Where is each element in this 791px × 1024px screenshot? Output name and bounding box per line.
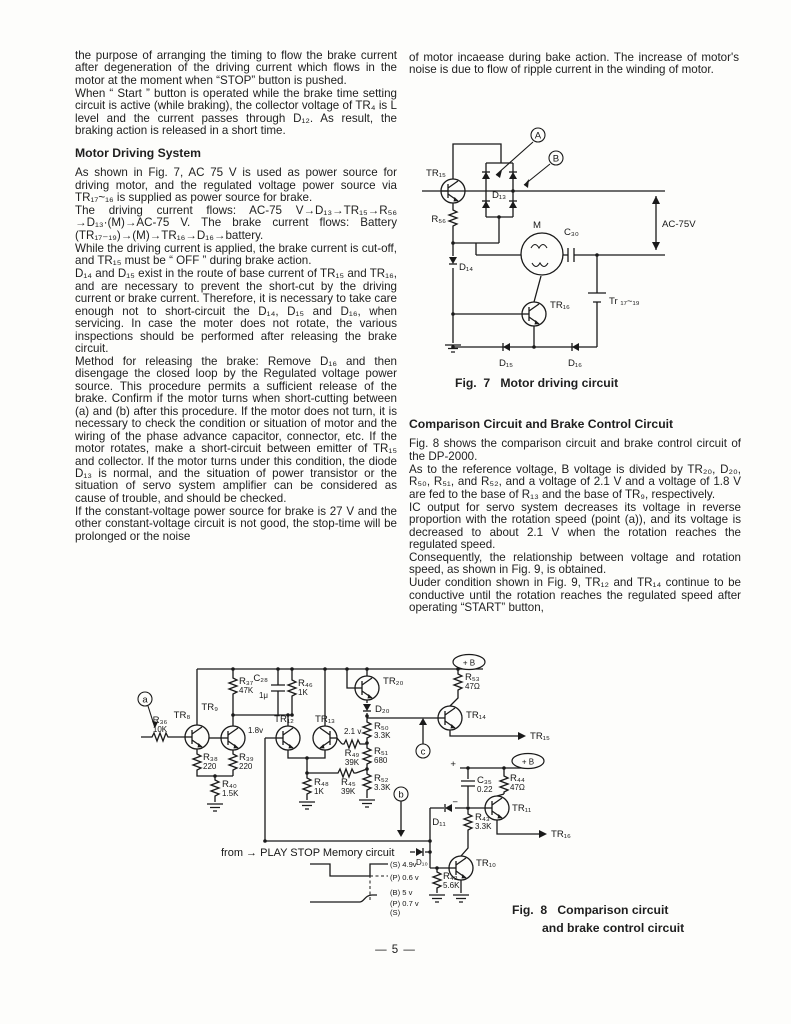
fig7-label-d14: D₁₄: [459, 262, 474, 273]
right-column-top: [409, 52, 739, 77]
fig8-label-r46-value: 1K: [298, 688, 308, 697]
fig8-label-plusb1: + B: [462, 658, 476, 668]
fig8-label-c28: C₂₈: [253, 673, 268, 684]
fig8-from-memory-text: from → PLAY STOP Memory circuit: [221, 847, 395, 859]
left-column: [75, 50, 397, 544]
fig7-label-point-a: A: [534, 130, 542, 142]
paragraph: of motor incaease during bake action. The increase of motor's noise is due to flow of ripple current in the winding of motor.: [409, 51, 739, 77]
fig8-waveform-label-s2: (S): [390, 908, 401, 917]
fig8-label-plusb2: + B: [521, 757, 535, 767]
fig8-label-d11: D₁₁: [432, 817, 446, 828]
fig7-components: [441, 128, 660, 352]
fig8-label-r37-value: 47K: [239, 686, 254, 695]
fig8-label-r39: R₃₉: [239, 752, 254, 763]
fig7-label-tr1719: Tr ₁₇~₁₉: [609, 296, 640, 307]
fig8-label-r37: R₃₇: [239, 676, 254, 687]
fig8-comparison-circuit: [98, 648, 698, 938]
fig7-label-d15: D₁₅: [498, 358, 514, 369]
section-heading-comparison: Comparison Circuit and Brake Control Circuit: [409, 417, 674, 431]
fig8-label-point-b: b: [398, 789, 404, 801]
fig8-label-r38-value: 220: [203, 762, 217, 771]
fig8-label-r53-value: 47Ω: [465, 682, 480, 691]
fig8-label-r45-value: 39K: [341, 787, 356, 796]
fig8-label-r48-value: 1K: [314, 787, 324, 796]
fig8-label-tr20: TR₂₀: [383, 676, 404, 687]
fig7-caption: Fig. 7 Motor driving circuit: [455, 376, 619, 390]
fig8-label-r51: R₅₁: [374, 746, 389, 757]
fig8-label-tr10: TR₁₀: [476, 858, 497, 869]
fig8-label-r46: R₄₆: [298, 678, 313, 689]
paragraph: Uuder condition shown in Fig. 9, TR₁₂ and TR₁₄ continue to be conductive until the rotation reaches the regulated speed after operating “START” button,: [409, 576, 741, 615]
fig8-caption-line1: Fig. 8 Comparison circuit: [512, 903, 669, 917]
fig7-label-tr16: TR₁₆: [550, 300, 570, 311]
fig8-label-tr11: TR₁₁: [512, 803, 532, 814]
fig8-waveform-label-b: (B) 5 v: [390, 888, 413, 897]
fig8-label-r50: R₅₀: [374, 721, 389, 732]
fig8-label-r40: R₄₀: [222, 779, 237, 790]
fig7-motor-driving-circuit: [412, 118, 784, 376]
page-number: — 5 —: [375, 944, 416, 956]
fig7-label-r56: R₅₆: [431, 214, 446, 225]
fig8-label-point-a: a: [142, 694, 148, 706]
paragraph: If the constant-voltage power source for brake is 27 V and the other constant-voltage circuit is not good, the stop-time will be prolonged or the noise: [75, 504, 397, 543]
fig8-label-r51-value: 680: [374, 756, 388, 765]
fig8-waveform-label-s: (S) 4.9v: [390, 860, 417, 869]
fig8-waveforms: [310, 864, 388, 902]
fig7-label-c30: C₃₀: [564, 227, 579, 238]
fig8-label-d20: D₂₀: [375, 704, 390, 715]
paragraph: Fig. 8 shows the comparison circuit and brake control circuit of the DP-2000.: [409, 437, 741, 463]
section-heading-motor-driving: Motor Driving System: [75, 145, 201, 160]
fig8-label-r50-value: 3.3K: [374, 731, 391, 740]
right-column-lower: [409, 418, 741, 615]
fig8-label-r52: R₅₂: [374, 773, 389, 784]
fig7-label-point-b: B: [552, 153, 560, 165]
fig8-label-r48: R₄₈: [314, 777, 329, 788]
fig8-label-r42-value: 5.6K: [443, 881, 460, 890]
paragraph: As to the reference voltage, B voltage is divided by TR₂₀, D₂₀, R₅₀, R₅₁, and R₅₂, and a voltage of 2.1 V and a voltage of 1.8 V are fed to the base of R₁₃ and the base of TR₉, respectively.: [409, 462, 741, 501]
fig7-label-m: M: [533, 220, 541, 231]
fig8-label-r43-value: 3.3K: [475, 822, 492, 831]
fig8-label-r38: R₃₈: [203, 752, 218, 763]
paragraph: Consequently, the relationship between voltage and rotation speed, as shown in Fig. 9, is obtained.: [409, 551, 741, 577]
paragraph: IC output for servo system decreases its voltage in reverse proportion with the rotation speed (point (a)), and its voltage is decreased to about 2.1 V when the rotation reaches the regulated speed.: [409, 500, 741, 552]
fig7-label-d13: D₁₃: [491, 190, 507, 201]
fig8-label-c28-value: 1μ: [258, 691, 268, 700]
fig8-label-tr12: TR₁₂: [274, 714, 294, 725]
fig8-label-r53: R₅₃: [465, 672, 480, 683]
fig8-label-tr13: TR₁₃: [315, 714, 335, 725]
fig8-label-r39-value: 220: [239, 762, 253, 771]
fig8-label-r43: R₄₃: [475, 812, 490, 823]
fig8-label-c35-value: 0.22: [477, 785, 493, 794]
fig7-label-tr15: TR₁₅: [426, 168, 446, 179]
paragraph: As shown in Fig. 7, AC 75 V is used as power source for driving motor, and the regulated voltage power source via TR₁₇~₁₆ is supplied as power source for brake.: [75, 166, 397, 205]
fig8-label-r49-value: 39K: [344, 758, 360, 767]
paragraph: When “ Start ” button is operated while the brake time setting circuit is active (while braking), the collector voltage of TR₄ is L level and the current passes through D₁₂. As result, the braking action is released in a short time.: [75, 86, 397, 138]
fig8-label-minus: −: [452, 797, 458, 808]
fig8-waveform-label-p1: (P) 0.6 v: [390, 873, 419, 882]
fig8-label-plus: +: [450, 759, 456, 770]
fig8-label-r44-value: 47Ω: [510, 783, 525, 792]
paragraph: While the driving current is applied, the brake current is cut-off, and TR₁₅ must be “ OFF ” during brake action.: [75, 241, 397, 268]
paragraph: D₁₄ and D₁₅ exist in the route of base current of TR₁₅ and TR₁₆, and are necessary to prevent the short-cut by the driving current or brake current. Therefore, it is necessary to take care enough not to short-circuit the D₁₄, D₁₅ and D₁₆, when servicing. In case the moter does not rotate, the various inspections should be performed after releasing the brake circuit.: [75, 267, 397, 355]
fig8-label-d10: D₁₀: [416, 858, 428, 867]
fig8-label-r44: R₄₄: [510, 773, 525, 784]
fig8-label-r49: R₄₉: [344, 748, 360, 759]
fig8-label-tr9: TR₉: [201, 702, 218, 713]
fig8-label-1v8: 1.8v: [248, 726, 264, 735]
paragraph: Method for releasing the brake: Remove D₁₆ and then disengage the closed loop by the Regulated voltage power source. This procedure permits a sufficient release of the brake. Confirm if the motor turns when short-cutting between (a) and (b) after this procedure. If the motor does not turn, it is necessary to check the condition or situation of motor and the wiring of the phase advance capacitor, connector, etc. If the motor rotates, make a short-circuit between emitter of TR₁₅ and collector. If the motor turns under this condition, the diode D₁₃ is normal, and the situation of power transistor or the situation of servo system amplifier can be considered as cause of trouble, and should be checked.: [75, 354, 397, 505]
fig8-label-r40-value: 1.5K: [222, 789, 239, 798]
paragraph: The driving current flows: AC-75 V→D₁₃→TR₁₅→R₅₆ →D₁₃·(M)→AC-75 V. The brake current flows: Battery (TR₁₇₋₁₉)→(M)→TR₁₆→D₁₆→battery.: [75, 203, 397, 242]
fig8-label-point-c: c: [420, 746, 426, 758]
paragraph: the purpose of arranging the timing to flow the brake current after degeneration of the driving current which flows in the motor at the moment when “STOP” button is pushed.: [75, 49, 397, 87]
fig8-label-out-tr15: TR₁₅: [530, 731, 550, 742]
fig8-label-c35: C₃₅: [477, 775, 492, 786]
fig8-waveform-label-p2: (P) 0.7 v: [390, 899, 419, 908]
fig8-label-out-tr16: TR₁₆: [551, 829, 571, 840]
fig8-label-tr14: TR₁₄: [466, 710, 486, 721]
fig8-label-r42: R₄₂: [443, 871, 458, 882]
fig7-label-d16: D₁₆: [567, 358, 583, 369]
fig8-label-r36: R₃₆: [152, 715, 168, 726]
fig8-label-2v1: 2.1 v: [344, 727, 362, 736]
fig7-label-ac75: AC-75V: [662, 219, 696, 230]
fig8-caption-line2: and brake control circuit: [542, 921, 685, 935]
fig8-label-r36-value: 10K: [152, 725, 168, 734]
fig8-label-r45: R₄₅: [341, 777, 356, 788]
fig8-label-r52-value: 3.3K: [374, 783, 391, 792]
fig8-label-tr8: TR₈: [173, 710, 191, 721]
